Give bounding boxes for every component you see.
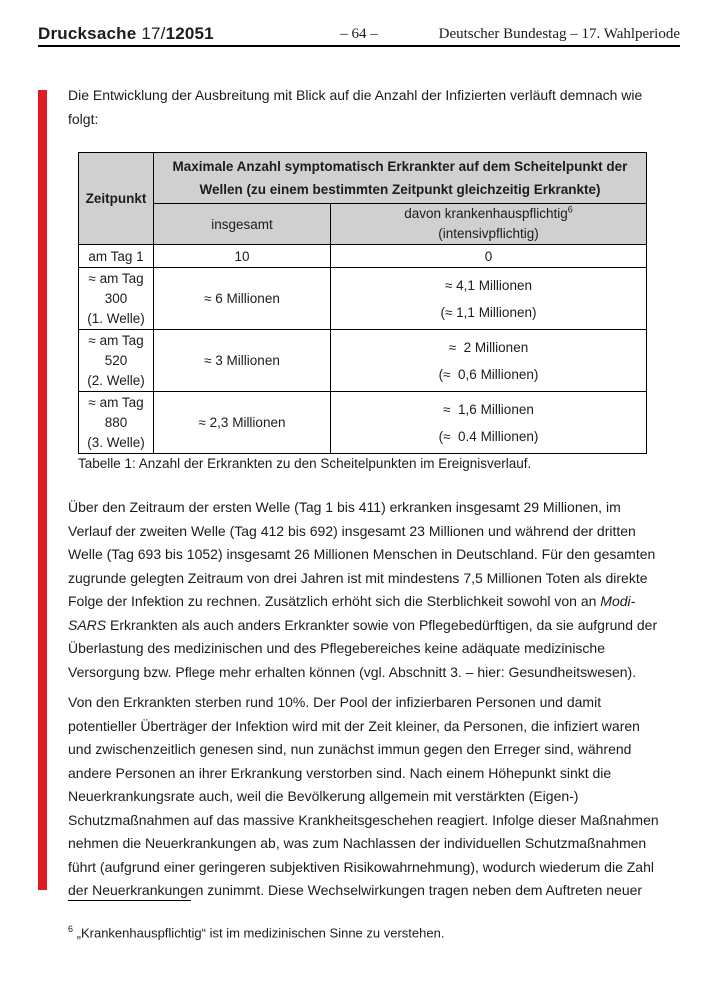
modi-sars-term: Modi-SARS: [68, 593, 636, 633]
subheader-cell-insgesamt: insgesamt: [154, 204, 331, 245]
page-header: [38, 22, 680, 44]
header-rule: [38, 45, 680, 47]
paragraph-1-text: Erkrankten als auch anders Erkrankter sowie von Pflegebedürftigen, da sie aufgrund der Überlastung des medizinischen und des Pflegebereiches keine adäquate medizinische Versorgung bzw. Pflege mehr erhalten können (vgl. Abschnitt 3. – hier: Gesundheitswesen).: [68, 616, 658, 680]
header-cell-span: Maximale Anzahl symptomatisch Erkrankter auf dem Scheitelpunkt der Wellen (zu einem bestimmten Zeitpunkt gleichzeitig Erkrankte): [154, 153, 647, 204]
legislature-prefix: 17/: [141, 24, 166, 43]
table-row: [79, 330, 647, 392]
cell-insgesamt: ≈ 6 Millionen: [154, 268, 331, 330]
cell-zeitpunkt: ≈ am Tag 520 (2. Welle): [79, 330, 154, 392]
table-caption: Tabelle 1: Anzahl der Erkrankten zu den Scheitelpunkten im Ereignisverlauf.: [78, 456, 532, 471]
paragraph-1-text: Über den Zeitraum der ersten Welle (Tag 1 bis 411) erkranken insgesamt 29 Millionen, im Verlauf der zweiten Welle (Tag 412 bis 692) insgesamt 23 Millionen und während der dritten Welle (Tag 693 bis 1052) insgesamt 26 Millionen Menschen in Deutschland. Für den gesamten zugrunde gelegten Zeitraum von drei Jahren ist mit mindestens 7,5 Millionen Toten als direkte Folge der Infektion zu rechnen. Zusätzlich erhöht sich die Sterblichkeit sowohl von an: [68, 499, 656, 609]
paragraph-2: Von den Erkrankten sterben rund 10%. Der Pool der infizierbaren Personen und damit potentieller Überträger der Infektion wird mit der Zeit kleiner, da Personen, die infiziert waren und zwischenzeitlich genesen sind, nun zunächst immun gegen den Erreger sind, während andere Personen an ihrer Erkrankung verstorben sind. Nach einem Höhepunkt sinkt die Neuerkrankungsrate auch, weil die Bevölkerung allgemein mit verstärkten (Eigen-) Schutzmaßnahmen auf das massive Krankheitsgeschehen reagiert. Infolge dieser Maßnahmen nehmen die Neuerkrankungen ab, was zum Nachlassen der individuellen Schutzmaßnahmen führt (aufgrund einer geringeren subjektiven Risikowahrnehmung), wodurch wiederum die Zahl der Neuerkrankungen zunimmt. Diese Wechselwirkungen tragen neben dem Auftreten neuer: [68, 694, 659, 898]
header-cell-zeitpunkt: Zeitpunkt: [79, 153, 154, 245]
cell-krankenhauspflichtig: ≈ 4,1 Millionen (≈ 1,1 Millionen): [331, 268, 647, 330]
table-header-row: [79, 153, 647, 204]
cell-zeitpunkt: ≈ am Tag 880 (3. Welle): [79, 392, 154, 454]
cell-krankenhauspflichtig: ≈ 2 Millionen (≈ 0,6 Millionen): [331, 330, 647, 392]
table-row: [79, 245, 647, 268]
page-number: – 64 –: [340, 26, 378, 42]
footnote-number: 6: [68, 924, 74, 934]
bundestag-label: Deutscher Bundestag – 17. Wahlperiode: [438, 26, 680, 42]
footnote-separator-rule: [68, 900, 191, 901]
cell-insgesamt: ≈ 3 Millionen: [154, 330, 331, 392]
footnote: [68, 920, 628, 942]
cell-insgesamt: 10: [154, 245, 331, 268]
subheader-line1: davon krankenhauspflichtig: [404, 206, 568, 221]
cell-krankenhauspflichtig: ≈ 1,6 Millionen (≈ 0.4 Millionen): [331, 392, 647, 454]
subheader-cell-krankenhauspflichtig: [331, 204, 647, 245]
cell-zeitpunkt: am Tag 1: [79, 245, 154, 268]
cell-krankenhauspflichtig: 0: [331, 245, 647, 268]
data-table: [78, 152, 647, 454]
table-subheader-row: [79, 204, 647, 245]
cell-zeitpunkt: ≈ am Tag 300 (1. Welle): [79, 268, 154, 330]
subheader-line2: (intensivpflichtig): [438, 226, 539, 241]
cell-insgesamt: ≈ 2,3 Millionen: [154, 392, 331, 454]
footnote-text: „Krankenhauspflichtig“ ist im medizinischen Sinne zu verstehen.: [76, 925, 445, 941]
document-number: 12051: [165, 24, 214, 43]
change-marker-bar: [38, 90, 47, 890]
footnote-reference-mark: 6: [567, 204, 573, 215]
intro-text: Die Entwicklung der Ausbreitung mit Blick auf die Anzahl der Infizierten verläuft demnach wie folgt:: [68, 87, 643, 127]
drucksache-label: Drucksache: [38, 24, 137, 43]
table-row: [79, 392, 647, 454]
paragraph-1: [68, 496, 665, 684]
table-row: [79, 268, 647, 330]
